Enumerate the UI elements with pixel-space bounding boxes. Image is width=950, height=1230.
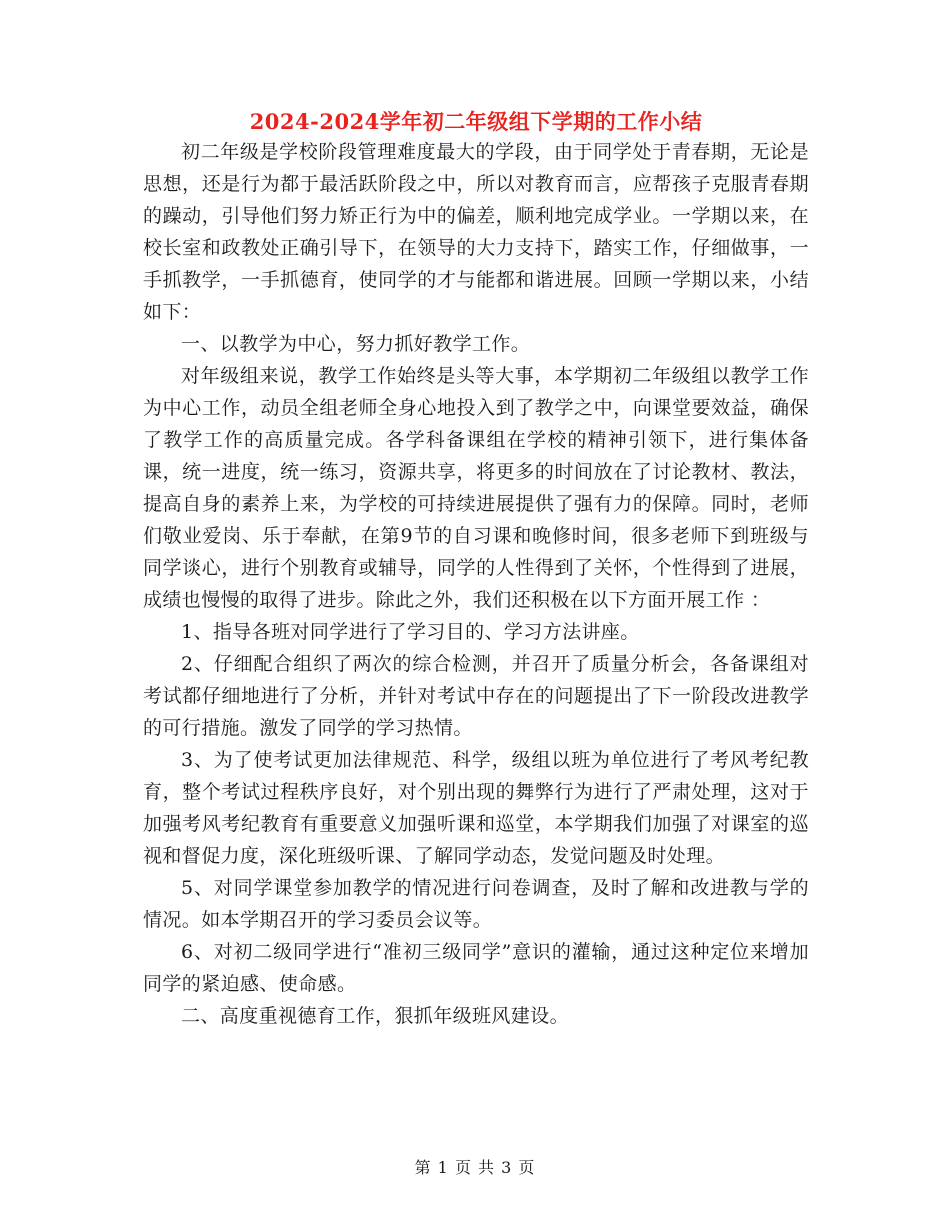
paragraph-teaching-work: 对年级组来说，教学工作始终是头等大事，本学期初二年级组以教学工作为中心工作，动员全组老师全身心地投入到了教学之中，向课堂要效益，确保了教学工作的高质量完成。各学科备课组在学校的精神引领下，进行集体备课，统一进度，统一练习，资源共享，将更多的时间放在了讨论教材、教法，提高自身的素养上来，为学校的可持续进展提供了强有力的保障。同时，老师们敬业爱岗、乐于奉献，在第9节的自习课和晚修时间，很多老师下到班级与同学谈心，进行个别教育或辅导，同学的人性得到了关怀，个性得到了进展，成绩也慢慢的取得了进步。除此之外，我们还积极在以下方面开展工作 ： [143, 365, 809, 611]
page-footer: 第 1 页 共 3 页 [414, 1158, 536, 1177]
document-title: 2024-2024学年初二年级组下学期的工作小结 [249, 109, 703, 134]
paragraph-item-1: 1、指导各班对同学进行了学习目的、学习方法讲座。 [181, 621, 640, 643]
paragraph-intro: 初二年级是学校阶段管理难度最大的学段，由于同学处于青春期，无论是思想，还是行为都于最活跃阶段之中，所以对教育而言，应帮孩子克服青春期的躁动，引导他们努力矫正行为中的偏差，顺利地完成学业。一学期以来，在校长室和政教处正确引导下，在领导的大力支持下，踏实工作，仔细做事，一手抓教学，一手抓德育，使同学的才与能都和谐进展。回顾一学期以来，小结如下： [143, 141, 809, 323]
paragraph-item-3: 3、为了使考试更加法律规范、科学，级组以班为单位进行了考风考纪教育，整个考试过程秩序良好，对个别出现的舞弊行为进行了严肃处理，这对于加强考风考纪教育有重要意义加强听课和巡堂，本学期我们加强了对课室的巡视和督促力度，深化班级听课、了解同学动态，发觉问题及时处理。 [143, 749, 809, 867]
paragraph-section-two-heading: 二、高度重视德育工作，狠抓年级班风建设。 [181, 1005, 570, 1027]
paragraph-item-6: 6、对初二级同学进行“准初三级同学”意识的灌输，通过这种定位来增加同学的紧迫感、使命感。 [143, 941, 809, 995]
document-page [143, 108, 809, 1032]
paragraph-item-5: 5、对同学课堂参加教学的情况进行问卷调查，及时了解和改进教与学的情况。如本学期召开的学习委员会议等。 [143, 877, 809, 931]
paragraph-item-2: 2、仔细配合组织了两次的综合检测，并召开了质量分析会，各备课组对考试都仔细地进行了分析，并针对考试中存在的问题提出了下一阶段改进教学的可行措施。激发了同学的学习热情。 [143, 653, 809, 739]
paragraph-section-one-heading: 一、以教学为中心，努力抓好教学工作。 [181, 333, 531, 355]
